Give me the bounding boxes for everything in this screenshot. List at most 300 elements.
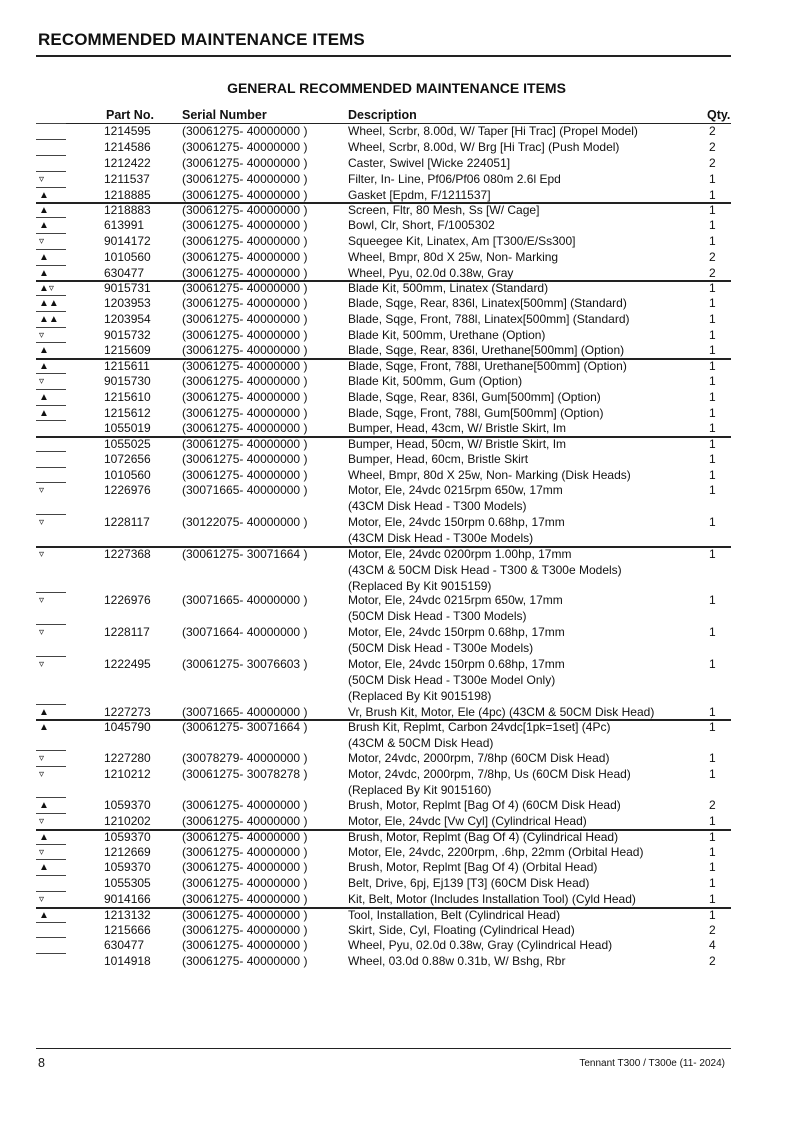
row-quantity: 2 [709,124,716,138]
table-row [0,860,793,876]
row-serial-number: (30061275- 40000000 ) [182,451,308,466]
row-description [348,814,587,830]
row-part-number: 1214595 [104,124,151,138]
row-description [348,954,565,970]
row-quantity: 1 [709,908,716,923]
row-serial-number: (30061275- 40000000 ) [182,203,308,218]
row-quantity: 1 [709,217,716,232]
table-row [0,593,793,625]
row-description [348,156,510,172]
row-quantity: 1 [709,830,716,845]
row-part-number: 1059370 [104,798,151,813]
row-part-number: 1215611 [104,359,150,374]
row-serial-number: (30122075- 40000000 ) [182,515,308,530]
row-description-line: Filter, In- Line, Pf06/Pf06 080m 2.6l Epd [348,171,561,186]
row-description [348,312,630,328]
table-row [0,406,793,422]
row-symbol-icon: ▿ [39,846,45,858]
table-row [0,938,793,954]
row-serial-number: (30071665- 40000000 ) [182,704,308,719]
row-description-line: Wheel, Bmpr, 80d X 25w, Non- Marking (Disk Heads) [348,467,631,482]
row-quantity: 2 [709,954,716,969]
row-description-line: Skirt, Side, Cyl, Floating (Cylindrical Head) [348,922,575,937]
row-quantity: 1 [709,327,716,342]
row-part-number: 1227273 [104,704,151,719]
row-symbol-icon: ▲ [39,267,49,279]
row-description [348,188,491,204]
row-part-number: 1210212 [104,766,151,781]
row-symbol-icon: ▿ [39,235,45,247]
row-quantity: 1 [709,389,716,404]
row-serial-number: (30061275- 40000000 ) [182,421,308,436]
row-quantity: 1 [709,704,716,719]
row-description [348,124,638,140]
row-serial-number: (30061275- 40000000 ) [182,187,308,202]
row-symbol-icon: ▲ [39,189,49,201]
row-part-number: 1210202 [104,814,151,829]
row-symbol-icon: ▿ [39,595,45,607]
row-symbol-icon: ▿ [39,752,45,764]
row-symbol-icon: ▲▲ [39,313,59,325]
row-description-line: Blade Kit, 500mm, Gum (Option) [348,373,523,388]
table-row [0,657,793,705]
row-serial-number: (30061275- 40000000 ) [182,217,308,232]
table-row [0,234,793,250]
row-serial-number: (30061275- 40000000 ) [182,327,308,342]
row-part-number: 9014172 [104,233,151,248]
table-row [0,954,793,970]
row-quantity: 1 [709,405,716,420]
title-rule [36,55,731,57]
row-description-line: Caster, Swivel [Wicke 224051] [348,155,511,170]
row-part-number: 1055025 [104,437,151,452]
row-quantity: 1 [709,547,716,562]
row-description [348,751,609,767]
row-symbol-icon: ▲ [39,832,49,844]
row-description-line: Wheel, Pyu, 02.0d 0.38w, Gray [348,265,514,280]
row-serial-number: (30061275- 40000000 ) [182,281,308,296]
table-row [0,359,793,373]
page-title: RECOMMENDED MAINTENANCE ITEMS [38,30,365,49]
row-serial-number: (30061275- 40000000 ) [182,467,308,482]
row-serial-number: (30078279- 40000000 ) [182,750,308,765]
row-symbol-icon: ▲ [39,251,49,263]
row-serial-number: (30061275- 40000000 ) [182,908,308,923]
row-description-line: (43CM & 50CM Disk Head - T300 & T300e Models) [348,562,622,577]
row-description [348,720,610,752]
table-row [0,124,793,140]
row-description [348,657,565,705]
table-row [0,830,793,844]
row-description [348,860,597,876]
row-description [348,234,575,250]
table-row [0,814,793,830]
table-row [0,705,793,721]
row-symbol-icon: ▲ [39,391,49,403]
row-quantity: 1 [709,281,716,296]
row-description-line: Tool, Installation, Belt (Cylindrical Head) [348,908,561,923]
footer-doc-title: Tennant T300 / T300e (11- 2024) [579,1058,725,1069]
row-serial-number: (30061275- 40000000 ) [182,265,308,280]
table-row [0,281,793,295]
table-row [0,296,793,312]
row-description-line: Blade, Sqge, Front, 788l, Urethane[500mm] (Option) [348,359,627,374]
row-part-number: 630477 [104,265,145,280]
row-serial-number: (30061275- 40000000 ) [182,249,308,264]
row-description [348,845,643,861]
row-symbol-icon: ▿ [39,894,45,906]
row-quantity: 2 [709,922,716,937]
row-symbol-icon: ▲ [39,706,49,718]
row-serial-number: (30061275- 40000000 ) [182,295,308,310]
table-row [0,328,793,344]
row-description-line: Motor, 24vdc, 2000rpm, 7/8hp, Us (60CM Disk Head) [348,766,631,781]
row-part-number: 1045790 [104,720,151,735]
row-description-line: Wheel, Pyu, 02.0d 0.38w, Gray (Cylindrical Head) [348,938,613,953]
row-description [348,892,636,908]
row-quantity: 1 [709,295,716,310]
row-part-number: 1215666 [104,922,151,937]
row-serial-number: (30061275- 30076603 ) [182,656,308,671]
row-description-line: Wheel, Bmpr, 80d X 25w, Non- Marking [348,249,559,264]
row-symbol-icon: ▿ [39,173,45,185]
row-description-line: Belt, Drive, 6pj, Ej139 [T3] (60CM Disk Head) [348,876,590,891]
header-description: Description [348,108,417,122]
row-description-line: (Replaced By Kit 9015198) [348,688,492,703]
row-symbol-icon: ▲ [39,862,49,874]
row-part-number: 630477 [104,938,145,953]
table-row [0,483,793,515]
row-description [348,172,561,188]
row-description-line: Motor, Ele, 24vdc 150rpm 0.68hp, 17mm [348,515,565,530]
row-symbol-icon: ▿ [39,485,45,497]
table-row [0,751,793,767]
row-description-line: (43CM & 50CM Disk Head) [348,736,494,751]
row-serial-number: (30061275- 40000000 ) [182,860,308,875]
header-serial-number: Serial Number [182,108,267,122]
row-part-number: 1203954 [104,311,151,326]
row-description [348,296,627,312]
row-symbol-icon: ▲▿ [39,283,54,295]
row-description [348,876,589,892]
row-symbol-icon: ▿ [39,549,45,561]
row-quantity: 1 [709,860,716,875]
row-serial-number: (30061275- 40000000 ) [182,171,308,186]
table-row [0,845,793,861]
row-symbol-icon: ▲ [39,407,49,419]
row-symbol-icon: ▲▲ [39,297,59,309]
row-description-line: Motor, Ele, 24vdc, 2200rpm, .6hp, 22mm (Orbital Head) [348,844,644,859]
row-quantity: 1 [709,421,716,436]
row-quantity: 1 [709,892,716,907]
table-row [0,923,793,939]
row-symbol-icon: ▲ [39,722,49,734]
row-serial-number: (30061275- 40000000 ) [182,892,308,907]
row-part-number: 1218885 [104,187,151,202]
row-description [348,593,563,625]
row-description-line: Blade, Sqge, Rear, 836l, Urethane[500mm] (Option) [348,343,625,358]
row-description [348,343,624,359]
table-header [0,108,793,123]
table-row [0,203,793,217]
row-quantity: 1 [709,451,716,466]
row-description [348,452,528,468]
row-part-number: 1072656 [104,451,151,466]
row-symbol-icon: ▲ [39,910,49,922]
row-description-line: (50CM Disk Head - T300e Models) [348,640,534,655]
row-quantity: 4 [709,938,716,953]
row-description-line: Motor, Ele, 24vdc 0200rpm 1.00hp, 17mm [348,547,572,562]
table-row [0,452,793,468]
row-serial-number: (30061275- 40000000 ) [182,139,308,154]
table-row [0,720,793,750]
row-description-line: (43CM Disk Head - T300 Models) [348,499,527,514]
table-row [0,798,793,814]
row-description-line: Blade, Sqge, Front, 788l, Gum[500mm] (Option) [348,405,604,420]
row-symbol-icon: ▿ [39,375,45,387]
row-part-number: 1218883 [104,203,151,218]
row-symbol-icon: ▲ [39,345,49,357]
row-symbol-icon: ▿ [39,329,45,341]
row-quantity: 1 [709,625,716,640]
row-serial-number: (30061275- 40000000 ) [182,437,308,452]
row-description [348,140,619,156]
table-row [0,390,793,406]
row-part-number: 1214586 [104,139,151,154]
table-row [0,140,793,156]
row-quantity: 1 [709,373,716,388]
table-row [0,218,793,234]
row-part-number: 1010560 [104,249,151,264]
row-description-line: Wheel, 03.0d 0.88w 0.31b, W/ Bshg, Rbr [348,954,566,969]
table-row [0,876,793,892]
row-description [348,421,566,437]
row-description-line: Screen, Fltr, 80 Mesh, Ss [W/ Cage] [348,203,540,218]
row-quantity: 1 [709,656,716,671]
row-description-line: Wheel, Scrbr, 8.00d, W/ Brg [Hi Trac] (Push Model) [348,139,620,154]
row-quantity: 1 [709,766,716,781]
row-description-line: Brush, Motor, Replmt (Bag Of 4) (Cylindrical Head) [348,830,619,845]
row-description [348,250,558,266]
row-part-number: 1211537 [104,171,150,186]
row-quantity: 2 [709,798,716,813]
row-part-number: 1059370 [104,830,151,845]
row-description [348,923,575,939]
row-description [348,374,522,390]
row-part-number: 1212669 [104,844,151,859]
row-serial-number: (30061275- 40000000 ) [182,798,308,813]
row-part-number: 1215609 [104,343,151,358]
section-title: GENERAL RECOMMENDED MAINTENANCE ITEMS [227,80,566,96]
row-symbol-icon: ▲ [39,205,49,217]
row-part-number: 1228117 [104,625,150,640]
table-row [0,156,793,172]
row-quantity: 2 [709,265,716,280]
row-description-line: (50CM Disk Head - T300 Models) [348,609,527,624]
row-description [348,390,601,406]
row-part-number: 1222495 [104,656,151,671]
table-row [0,547,793,593]
row-serial-number: (30061275- 40000000 ) [182,373,308,388]
row-quantity: 1 [709,203,716,218]
row-description-line: Blade, Sqge, Rear, 836l, Gum[500mm] (Option) [348,389,601,404]
row-serial-number: (30061275- 30078278 ) [182,766,308,781]
table-row [0,468,793,484]
row-description-line: (43CM Disk Head - T300e Models) [348,531,534,546]
row-description-line: Motor, Ele, 24vdc 0215rpm 650w, 17mm [348,483,563,498]
table-row [0,266,793,282]
row-serial-number: (30061275- 40000000 ) [182,311,308,326]
row-quantity: 1 [709,515,716,530]
footer-rule [36,1048,731,1049]
row-description-line: Bumper, Head, 50cm, W/ Bristle Skirt, Im [348,437,567,452]
row-serial-number: (30061275- 30071664 ) [182,720,308,735]
row-serial-number: (30061275- 30071664 ) [182,547,308,562]
row-symbol-icon: ▿ [39,517,45,529]
row-serial-number: (30061275- 40000000 ) [182,922,308,937]
row-part-number: 1227368 [104,547,151,562]
row-part-number: 9014166 [104,892,151,907]
row-serial-number: (30071664- 40000000 ) [182,625,308,640]
row-description-line: Bowl, Clr, Short, F/1005302 [348,217,495,232]
table-row [0,515,793,547]
row-quantity: 1 [709,844,716,859]
row-symbol-icon: ▿ [39,658,45,670]
row-description-line: Blade, Sqge, Rear, 836l, Linatex[500mm] (Standard) [348,295,627,310]
row-quantity: 1 [709,171,716,186]
row-quantity: 1 [709,467,716,482]
row-description-line: Vr, Brush Kit, Motor, Ele (4pc) (43CM & 50CM Disk Head) [348,704,655,719]
row-description-line: (Replaced By Kit 9015159) [348,578,492,593]
row-quantity: 1 [709,187,716,202]
table-row [0,625,793,657]
row-serial-number: (30061275- 40000000 ) [182,830,308,845]
row-description-line: (50CM Disk Head - T300e Model Only) [348,672,556,687]
row-description-line: Bumper, Head, 43cm, W/ Bristle Skirt, Im [348,421,567,436]
row-quantity: 1 [709,311,716,326]
row-serial-number: (30061275- 40000000 ) [182,155,308,170]
row-serial-number: (30061275- 40000000 ) [182,954,308,969]
row-description [348,266,513,282]
row-part-number: 1215610 [104,389,151,404]
row-description-line: Brush Kit, Replmt, Carbon 24vdc[1pk=1set] (4Pc) [348,720,611,735]
header-qty: Qty. [707,108,731,122]
row-symbol-icon: ▲ [39,219,49,231]
row-description-line: Brush, Motor, Replmt [Bag Of 4) (60CM Disk Head) [348,798,621,813]
row-serial-number: (30061275- 40000000 ) [182,233,308,248]
row-serial-number: (30061275- 40000000 ) [182,405,308,420]
table-row [0,250,793,266]
row-part-number: 1227280 [104,750,151,765]
table-row [0,188,793,204]
row-description [348,767,631,799]
row-description [348,483,563,515]
row-quantity: 2 [709,139,716,154]
row-description [348,705,654,721]
row-quantity: 1 [709,343,716,358]
row-serial-number: (30061275- 40000000 ) [182,938,308,953]
row-description [348,515,565,547]
row-part-number: 1212422 [104,155,151,170]
row-serial-number: (30061275- 40000000 ) [182,844,308,859]
row-serial-number: (30061275- 40000000 ) [182,343,308,358]
row-description-line: Bumper, Head, 60cm, Bristle Skirt [348,451,529,466]
row-description-line: Blade Kit, 500mm, Urethane (Option) [348,327,546,342]
parts-table [0,124,793,970]
row-description-line: Squeegee Kit, Linatex, Am [T300/E/Ss300] [348,233,576,248]
header-part-no: Part No. [106,108,154,122]
table-row [0,343,793,359]
row-description [348,328,545,344]
row-description-line: Motor, Ele, 24vdc 0215rpm 650w, 17mm [348,593,563,608]
row-description-line: Motor, Ele, 24vdc 150rpm 0.68hp, 17mm [348,656,565,671]
row-quantity: 2 [709,155,716,170]
row-symbol-icon: ▿ [39,627,45,639]
row-quantity: 1 [709,720,716,735]
row-quantity: 1 [709,233,716,248]
row-serial-number: (30071665- 40000000 ) [182,483,308,498]
row-description-line: Blade, Sqge, Front, 788l, Linatex[500mm] (Standard) [348,311,630,326]
row-part-number: 1055305 [104,876,151,891]
row-quantity: 1 [709,750,716,765]
table-row [0,437,793,451]
table-row [0,374,793,390]
row-serial-number: (30061275- 40000000 ) [182,389,308,404]
row-serial-number: (30071665- 40000000 ) [182,593,308,608]
row-symbol-icon: ▿ [39,816,45,828]
row-description-line: Brush, Motor, Replmt [Bag Of 4) (Orbital Head) [348,860,598,875]
row-part-number: 1010560 [104,467,151,482]
row-description-line: (Replaced By Kit 9015160) [348,782,492,797]
row-part-number: 1226976 [104,483,151,498]
row-description-line: Motor, Ele, 24vdc 150rpm 0.68hp, 17mm [348,625,565,640]
row-quantity: 1 [709,483,716,498]
row-part-number: 1203953 [104,295,151,310]
row-symbol-icon: ▲ [39,800,49,812]
row-description-line: Kit, Belt, Motor (Includes Installation Tool) (Cyld Head) [348,892,636,907]
row-part-number: 9015732 [104,327,151,342]
row-description [348,218,495,234]
row-quantity: 1 [709,359,716,374]
page-number: 8 [38,1056,45,1070]
row-serial-number: (30061275- 40000000 ) [182,814,308,829]
row-quantity: 1 [709,437,716,452]
row-part-number: 1215612 [104,405,151,420]
table-row [0,312,793,328]
row-description [348,406,603,422]
row-description-line: Gasket [Epdm, F/1211537] [348,187,491,202]
row-serial-number: (30061275- 40000000 ) [182,359,308,374]
table-row [0,767,793,799]
row-part-number: 1213132 [104,908,151,923]
row-part-number: 1059370 [104,860,151,875]
row-part-number: 9015731 [104,281,151,296]
row-description [348,547,622,595]
row-quantity: 1 [709,876,716,891]
row-part-number: 1055019 [104,421,151,436]
row-quantity: 2 [709,249,716,264]
row-part-number: 1226976 [104,593,151,608]
table-row [0,908,793,922]
row-description [348,798,621,814]
table-row [0,892,793,908]
row-description [348,625,565,657]
row-quantity: 1 [709,814,716,829]
row-quantity: 1 [709,593,716,608]
row-part-number: 9015730 [104,373,151,388]
row-description-line: Motor, 24vdc, 2000rpm, 7/8hp (60CM Disk Head) [348,750,610,765]
row-part-number: 613991 [104,217,145,232]
